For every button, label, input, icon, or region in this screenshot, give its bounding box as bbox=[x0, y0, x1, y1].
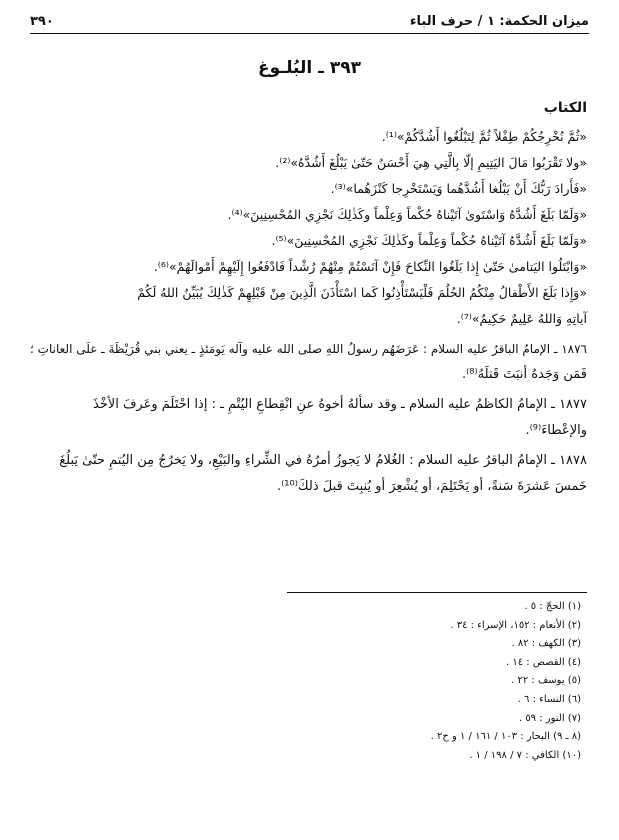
footnotes bbox=[431, 598, 581, 765]
verse-line: «وَلَمّا بَلَغَ أَشُدَّهُ آتَيْناهُ حُكْماً وَعِلْماً وكَذٰلِكَ نَجْزِي المُحْسِنِينَ»⁽⁵⁾. bbox=[271, 233, 587, 248]
hadith-line: ١٨٧٧ ـ الإمامُ الكاظمُ عليه السلام ـ وقد سألهُ أخوهُ عنِ انْقِطاعِ اليُتْمِ ـ : إذا احْتَلَمَ وعَرفَ الأخْذَ bbox=[92, 397, 587, 412]
hadith-line: ١٨٧٨ ـ الإمامُ الباقرُ عليه السلام : الغُلامُ لا يَجوزُ أمرُهُ في الشِّراءِ والبَيْعِ، ولا يَخرُجُ مِن اليُتمِ حتّىٰ يَبلُغَ bbox=[59, 453, 587, 468]
hadith-continuation: فَمَن وَجَدهُ أنبَتَ قَتلَهُ⁽⁸⁾. bbox=[461, 367, 587, 382]
footnote: (١٠) الكافي : ٧ / ١٩٨ / ١ . bbox=[469, 749, 581, 761]
footnote: (٢) الأنعام : ١٥٢، الإسراء : ٣٤ . bbox=[450, 619, 581, 631]
footnote: (١) الحجّ : ٥ . bbox=[524, 601, 581, 612]
verse-line: «ثُمَّ نُخْرِجُكُمْ طِفْلاً ثُمَّ لِتَبْلُغُوا أَشُدَّكُمْ»⁽¹⁾. bbox=[381, 129, 587, 144]
page-number: ٣٩٠ bbox=[30, 13, 54, 29]
body-text bbox=[30, 124, 587, 500]
footnote: (٨ ـ ٩) البحار : ١٠٣ / ١٦١ / ١ و ح٢ . bbox=[430, 731, 581, 743]
verse-line: «وَابْتَلُوا اليَتامىٰ حَتّىٰ إِذا بَلَغُوا النِّكاحَ فَإِنْ آنَسْتُمْ مِنْهُمْ رُشْداً فَادْفَعُوا إِلَيْهِمْ أَمْوالَهُمْ»⁽⁶⁾. bbox=[153, 259, 587, 274]
hadith-line: ١٨٧٦ ـ الإمامُ الباقرُ عليه السلام : عَرَضَهُم رسولُ اللهِ صلى الله عليه وآله يَومَئذٍ ـ يعني بني قُرَيْظَةَ ـ علَى العاناتِ ؛ bbox=[30, 342, 587, 356]
verse-line: آياتِهِ وَاللهُ عَلِيمٌ حَكِيمٌ»⁽⁷⁾. bbox=[456, 311, 587, 326]
footnote: (٤) القصص : ١٤ . bbox=[505, 656, 581, 668]
footnote: (٧) النور : ٥٩ . bbox=[518, 712, 581, 724]
page-header bbox=[30, 10, 589, 32]
verse-line: «فَأَرادَ رَبُّكَ أَنْ يَبْلُغا أَشُدَّهُما وَيَسْتَخْرِجا كَنْزَهُما»⁽³⁾. bbox=[330, 181, 587, 196]
hadith-continuation: خَمسَ عَشرَةَ سَنةً، أو يَحْتَلِمَ، أو يُشْعِرَ أو يُنبِتَ قبلَ ذلكَ⁽¹⁰⁾. bbox=[276, 479, 587, 494]
book-title: ميزان الحكمة: ١ / حرف الباء bbox=[409, 13, 589, 29]
verse-line: «ولا تَقْرَبُوا مَالَ اليَتِيمِ إلّا بِالَّتِي هِيَ أَحْسَنُ حَتّىٰ يَبْلُغَ أَشُدَّهُ»⁽²⁾. bbox=[275, 155, 587, 170]
footnote: (٣) الكهف : ٨٢ . bbox=[511, 638, 581, 650]
footnote-divider bbox=[287, 592, 587, 593]
chapter-title: ٣٩٣ ـ البُلـوغ bbox=[258, 58, 361, 78]
header-divider bbox=[30, 33, 589, 34]
footnote: (٦) النساء : ٦ . bbox=[517, 693, 581, 705]
verse-line: «وَلَمّا بَلَغَ أَشُدَّهُ وَاسْتَوىٰ آتَيْناهُ حُكْماً وَعِلْماً وكَذٰلِكَ نَجْزِي المُحْسِنِينَ»⁽⁴⁾. bbox=[227, 207, 587, 222]
verse-line: «وَإِذا بَلَغَ الأَطْفالُ مِنْكُمُ الحُلُمَ فَلْيَسْتَأْذِنُوا كَما اسْتَأْذَنَ الَّذِينَ مِنْ قَبْلِهِمْ كَذٰلِكَ يُبَيِّنُ اللهُ لَكُمْ bbox=[137, 285, 587, 300]
section-heading: الكتاب bbox=[543, 100, 587, 116]
hadith-continuation: والإعْطاءَ⁽⁹⁾. bbox=[525, 423, 587, 438]
footnote: (٥) يوسف : ٢٢ . bbox=[511, 675, 581, 687]
